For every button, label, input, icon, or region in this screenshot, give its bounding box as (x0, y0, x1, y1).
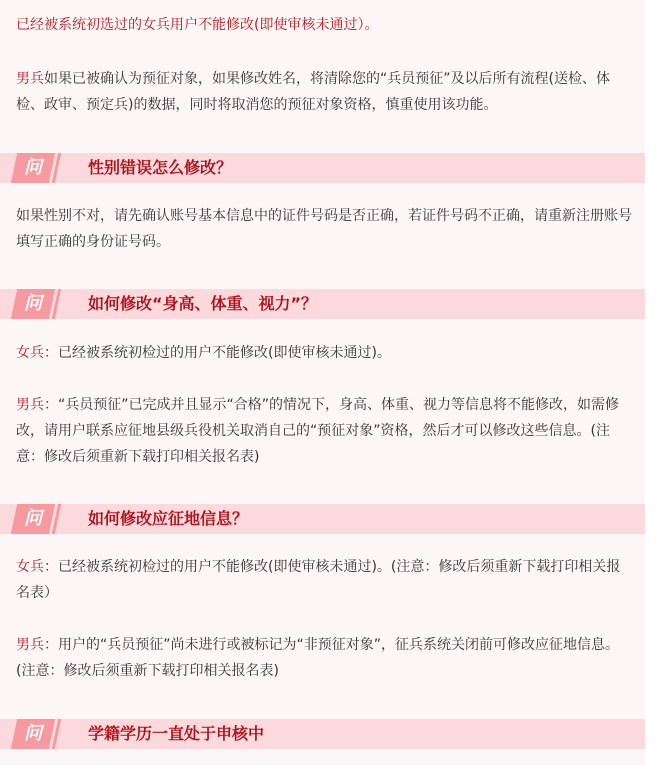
question-badge-icon: 问 (24, 293, 42, 314)
question-badge-icon: 问 (24, 157, 42, 178)
female-label: 女兵 (16, 559, 44, 575)
male-location-text: ：用户的“兵员预征”尚未进行或被标记为“非预征对象”，征兵系统关闭前可修改应征地信息。(注意：修改后须重新下载打印相关报名表) (16, 637, 620, 679)
right-gutter (645, 0, 665, 765)
question-badge-icon: 问 (24, 508, 42, 529)
female-location-text: ：已经被系统初检过的用户不能修改(即使审核未通过)。(注意：修改后须重新下载打印相关报名表） (16, 559, 621, 601)
female-body-text: ：已经被系统初检过的用户不能修改(即使审核未通过)。 (44, 345, 391, 361)
male-rename-note (16, 66, 634, 118)
question-title-body-info: 如何修改“身高、体重、视力”？ (88, 294, 318, 313)
question-header-body-info (0, 289, 645, 319)
female-label: 女兵 (16, 345, 44, 361)
answer-body-info-female (16, 340, 634, 366)
answer-gender: 如果性别不对，请先确认账号基本信息中的证件号码是否正确，若证件号码不正确，请重新注册账号填写正确的身份证号码。 (16, 208, 632, 250)
question-title-education: 学籍学历一直处于申核中 (88, 724, 265, 743)
question-badge-icon: 问 (24, 723, 42, 744)
male-label: 男兵 (16, 397, 44, 413)
answer-location-male (16, 632, 634, 684)
question-header-education (0, 719, 645, 749)
male-label: 男兵 (16, 71, 44, 87)
male-label: 男兵 (16, 637, 44, 653)
question-title-gender: 性别错误怎么修改？ (88, 158, 233, 177)
answer-location-female (16, 554, 634, 606)
male-rename-text: 如果已被确认为预征对象，如果修改姓名，将清除您的“兵员预征”及以后所有流程(送检、体检、政审、预定兵)的数据，同时将取消您的预征对象资格，慎重使用该功能。 (16, 71, 610, 113)
question-header-location (0, 504, 645, 534)
question-title-location: 如何修改应征地信息？ (88, 509, 249, 528)
question-header-gender (0, 153, 645, 183)
male-body-text: ：“兵员预征”已完成并且显示“合格”的情况下，身高、体重、视力等信息将不能修改，如需修改，请用户联系应征地县级兵役机关取消自己的“预征对象”资格，然后才可以修改这些信息。(注意：修改后须重新下载打印相关报名表) (16, 397, 620, 465)
female-edit-note: 已经被系统初选过的女兵用户不能修改(即使审核未通过）。 (16, 17, 379, 33)
answer-body-info-male (16, 392, 634, 470)
